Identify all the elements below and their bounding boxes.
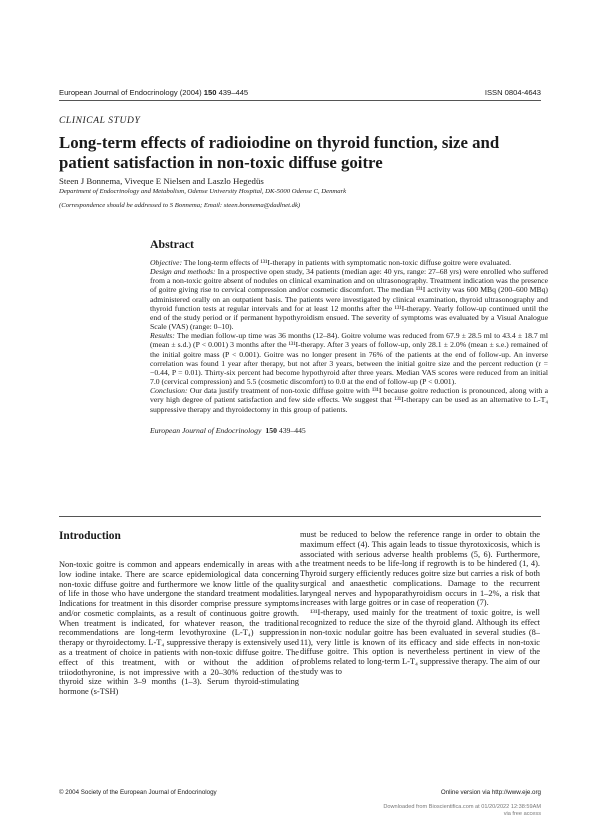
correspondence: (Correspondence should be addressed to S Bonnema; Email: steen.bonnema@dadlnet.dk) [59, 202, 301, 209]
introduction-heading: Introduction [59, 530, 121, 542]
header-rule [59, 100, 541, 101]
abstract-results: Results: The median follow-up time was 36 months (12–84). Goitre volume was reduced from 67.9 ± 28.5 ml to 43.4 ± 18.7 ml (mean ± s.d.) (P < 0.001) 3 months after the ¹³¹I-therapy. After 3 years of follow-up, only 28.1 ± 2.0% (mean ± s.e.) remained of the initial goitre mass (P < 0.001). Goitre was no longer present in 76% of the patients at the end of follow-up. An inverse correlation was found 1 year after therapy, but not after 3 years, between the initial goitre size and the percent reduction (r = −0.44, P = 0.01). Thirty-six percent had become hypothyroid after three years. Median VAS scores were reduced from an initial 7.0 (cervical compression) and 5.5 (cosmetic discomfort) to 0.0 at the end of follow-up (P < 0.001). [150, 331, 548, 387]
abstract-conclusion: Conclusion: Our data justify treatment of non-toxic diffuse goitre with ¹³¹I because goitre reduction is pronounced, along with a very high degree of patient satisfaction and few side effects. We suggest that ¹³¹I-therapy can be used as an alternative to L-T₄ suppressive therapy and thyroidectomy in this group of patients. [150, 386, 548, 414]
intro-paragraph: ¹³¹I-therapy, used mainly for the treatment of toxic goitre, is well recognized to reduce the size of the thyroid gland. Although its effect in non-toxic nodular goitre has been evaluated in several studies (8–11), very little is known of its efficacy and side effects in non-toxic diffuse goitre. This option is nevertheless pertinent in view of the problems related to long-term L-T₄ suppressive therapy. The aim of our study was to [300, 608, 540, 676]
abstract-citation: European Journal of Endocrinology 150 439–445 [150, 425, 306, 435]
journal-volume: 150 [203, 88, 217, 97]
abstract-heading: Abstract [150, 237, 194, 251]
abstract-design: Design and methods: In a prospective open study, 34 patients (median age: 40 yrs, range: 27–68 yrs) were enrolled who suffered from a non-toxic goitre absent of nodules on clinical examination and on ultrasonography. Treatment indication was the presence of goitre giving rise to cervical compression and/or cosmetic discomfort. The median ¹³¹I activity was 600 MBq (200–600 MBq) administered orally on an outpatient basis. The patients were investigated by clinical examination, thyroid ultrasonography and thyroid function tests at regular intervals and for at least 12 months after the ¹³¹I-therapy. Yearly follow-up continued until the end of the study period or if permanent hypothyroidism ensued. The severity of symptoms was evaluated by a Visual Analogue Scale (VAS) (range: 0–10). [150, 267, 548, 332]
section-label: CLINICAL STUDY [59, 116, 141, 126]
download-notice: Downloaded from Bioscientifica.com at 01/20/2022 12:38:59AM via free access [383, 804, 541, 818]
abstract [150, 237, 548, 435]
intro-paragraph: must be reduced to below the reference range in order to obtain the maximum effect (4). This again leads to tissue thyrotoxicosis, which is associated with serious adverse health problems (5, 6). Furthermore, the treatment needs to be life-long if regrowth is to be hindered (1, 4). Thyroid surgery efficiently reduces goitre size but carries a risk of both surgical and anaesthetic complications. Damage to the recurrent laryngeal nerves and hypoparathyroidism occurs in 1–2%, a risk that increases with large goitres or in case of reoperation (7). [300, 530, 540, 608]
abstract-rule [59, 516, 541, 517]
abstract-objective: Objective: The long-term effects of ¹³¹I-therapy in patients with symptomatic non-toxic diffuse goitre were evaluated. [150, 258, 512, 267]
issn: ISSN 0804-4643 [484, 88, 541, 97]
intro-left-column [59, 530, 299, 697]
journal-citation: European Journal of Endocrinology (2004) 150 439–445 [59, 88, 249, 97]
copyright: © 2004 Society of the European Journal of Endocrinology [59, 789, 217, 796]
authors: Steen J Bonnema, Viveque E Nielsen and Laszlo Hegedüs [59, 176, 264, 186]
article-title: Long-term effects of radioiodine on thyroid function, size and patient satisfaction in non-toxic diffuse goitre [59, 133, 500, 172]
intro-paragraph: Non-toxic goitre is common and appears endemically in areas with a low iodine intake. There are scarce epidemiological data concerning non-toxic diffuse goitre and furthermore we know little of the quality of life in those who have undergone the standard treatment modalities. Indications for treatment in this disorder comprise pressure symptoms and/or cosmetic complaints, as a result of continuous goitre growth. When treatment is indicated, for whatever reason, the traditional recommendations are long-term levothyroxine (L-T₄) suppression therapy or thyroidectomy. L-T₄ suppressive therapy is extensively used as a treatment of choice in patients with non-toxic diffuse goitre. The effect of this treatment, with or without the addition of triiodothyronine, is not impressive with a 20–30% reduction of the thyroid size within 3–9 months (1–3). Serum thyroid-stimulating hormone (s-TSH) [59, 560, 299, 697]
affiliation: Department of Endocrinology and Metabolism, Odense University Hospital, DK-5000 Odense C, Denmark [59, 188, 347, 195]
online-version-link[interactable]: Online version via http://www.eje.org [440, 789, 541, 796]
intro-right-column [300, 530, 540, 677]
